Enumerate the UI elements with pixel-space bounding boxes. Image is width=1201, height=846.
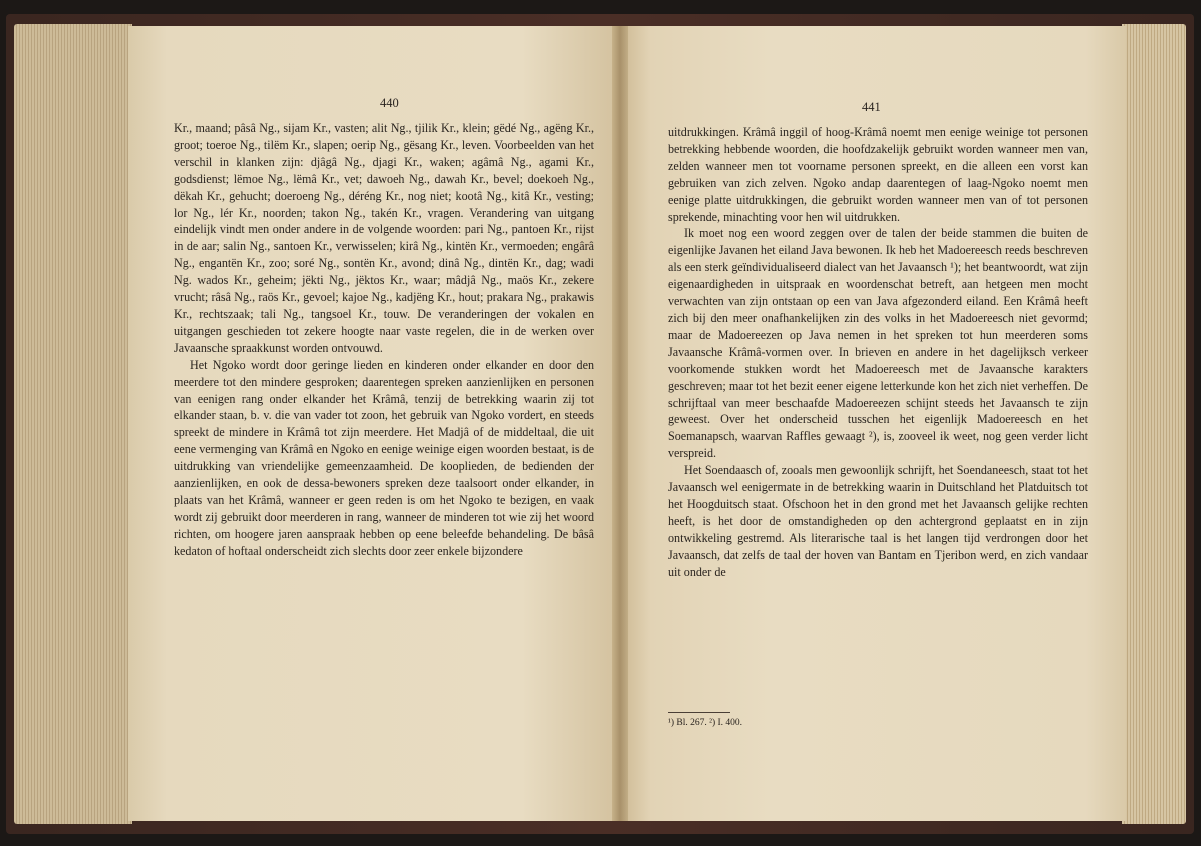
right-paragraph: Ik moet nog een woord zeggen over de talen der beide stammen die buiten de eigenlijke Javanen het eiland Java bewonen. Ik heb het Madoereesch reeds beschreven als een sterk geïndividualiseerd dialect van het Javaansch ¹); het beantwoordt, wat zijn eigenaardigheden in uitspraak en woordenschat betreft, aan hetgeen men mocht verwachten van zijn ontstaan op een van Java afgezonderd eiland. Een Krâmâ heeft zich bij den meer onafhankelijken zin des volks in het Madoereesch niet gevormd; maar de Madoereezen op Java nemen in het spreken tot hun meerderen soms Javaansche Krâmâ-vormen over. In brieven en andere in het dagelijksch verkeer voorkomende stukken wordt het Madoereesch met de Javaansche karakters geschreven; maar tot het bezit eener eigene letterkunde kon het zich niet verheffen. De schrijftaal van meer beschaafde Madoereezen schijnt steeds het Javaansch te zijn geweest. Over het onderscheid tusschen het eigenlijk Madoereesch en het Soemanapsch, waarvan Raffles gewaagt ²), is, zooveel ik weet, nog geen verder licht verspreid. (668, 226, 1088, 461)
right-page-number: 441 (862, 100, 881, 114)
left-page-edges (14, 24, 132, 824)
book-gutter (612, 26, 628, 821)
left-page-text (174, 120, 594, 560)
left-paragraph: Het Ngoko wordt door geringe lieden en kinderen onder elkander en door den meerdere tot den mindere gesproken; daarentegen spreken aanzienlijken en personen van eenigen rang onder elkander het Krâmâ, tenzij de betrekking waarin zij tot elkander staan, b. v. die van vader tot zoon, het gebruik van Ngoko vordert, en steeds spreekt de mindere in Krâmâ tot zijn meerdere. Het Madjâ of de middeltaal, die uit eene vermenging van Krâmâ en Ngoko en eenige weinige eigen woorden bestaat, is de uitdrukking van vriendelijke gemeenzaamheid. De kooplieden, de bedienden der aanzienlijken, en ook de dessa-bewoners spreken deze taalsoort onder elkander, in plaats van het Krâmâ, wanneer er geen reden is om het Ngoko te bezigen, en vaak wordt zij gebruikt door meerderen in rang, wanneer de minderen tot wie zij het woord richten, om hoogere jaren aanspraak hebben op eene beleefde behandeling. De bâsâ kedaton of hoftaal onderscheidt zich slechts door zeer enkele bijzondere (174, 357, 594, 558)
left-page-number: 440 (380, 96, 399, 110)
left-paragraph: Kr., maand; pâsâ Ng., sijam Kr., vasten; alit Ng., tjilik Kr., klein; gëdé Ng., agëng Kr., groot; toeroe Ng., tilëm Kr., slapen; oerip Ng., gësang Kr., leven. Voorbeelden van het verschil in klanken zijn: djâgâ Ng., djagi Kr., waken; agâmâ Ng., agami Kr., godsdienst; lëmoe Ng., lëmâ Kr., vet; dawoeh Ng., dawah Kr., bevel; doekoeh Ng., dëkah Kr., gehucht; doeroeng Ng., déréng Kr., nog niet; kootâ Ng., kitâ Kr., vesting; lor Ng., lér Kr., noorden; takon Ng., takén Kr., vragen. Verandering van uitgang eindelijk vindt men onder andere in de volgende woorden: pari Ng., pantoen Kr., rijst in de aar; salin Ng., santoen Kr., verwisselen; kirâ Ng., kintën Kr., vermoeden; engârâ Ng., engantën Kr., zoo; soré Ng., sontën Kr., avond; dinâ Ng., dintën Kr., dag; wadi Ng. wados Kr., geheim; jëkti Ng., jëktos Kr., waar; mâdjâ Ng., maös Kr., zekere vrucht; râsâ Ng., raös Kr., gevoel; kajoe Ng., kadjëng Kr., hout; prakara Ng., prakawis Kr., rechtszaak; tali Ng., tangsoel Kr., touw. De veranderingen der vokalen en uitgangen geschieden tot zekere hoogte naar vaste regelen, die in de werken over Javaansche spraakkunst worden ontvouwd. (174, 121, 594, 355)
right-page-text (668, 124, 1088, 580)
right-paragraph: uitdrukkingen. Krâmâ inggil of hoog-Krâmâ noemt men eenige weinige tot personen betrekking hebbende woorden, die hoofdzakelijk gebruikt worden wanneer men van, zelden wanneer men tot voorname personen spreekt, en die alleen een vorst kan gebruiken van zich zelven. Ngoko andap daarentegen of laag-Ngoko noemt men eenige platte uitdrukkingen, die gebruikt worden wanneer men van of tot personen sprekende, minachting voor hen wil uitdrukken. (668, 125, 1088, 224)
footnote: ¹) Bl. 267. ²) I. 400. (668, 718, 743, 728)
right-paragraph: Het Soendaasch of, zooals men gewoonlijk schrijft, het Soendaneesch, staat tot het Javaansch wel eenigermate in de betrekking waarin in Duitschland het Platduitsch tot het Hoogduitsch staat. Ofschoon het in den grond met het Javaansch gelijke rechten heeft, is het door de omstandigheden op den achtergrond geplaatst en in zijn ontwikkeling gestremd. Als literarische taal is het langen tijd verdrongen door het Javaansch, dat zelfs de taal der hoven van Bantam en Tjeribon werd, en zich vandaar uit onder de (668, 463, 1088, 579)
footnote-rule (668, 712, 730, 713)
right-page-edges (1122, 24, 1186, 824)
